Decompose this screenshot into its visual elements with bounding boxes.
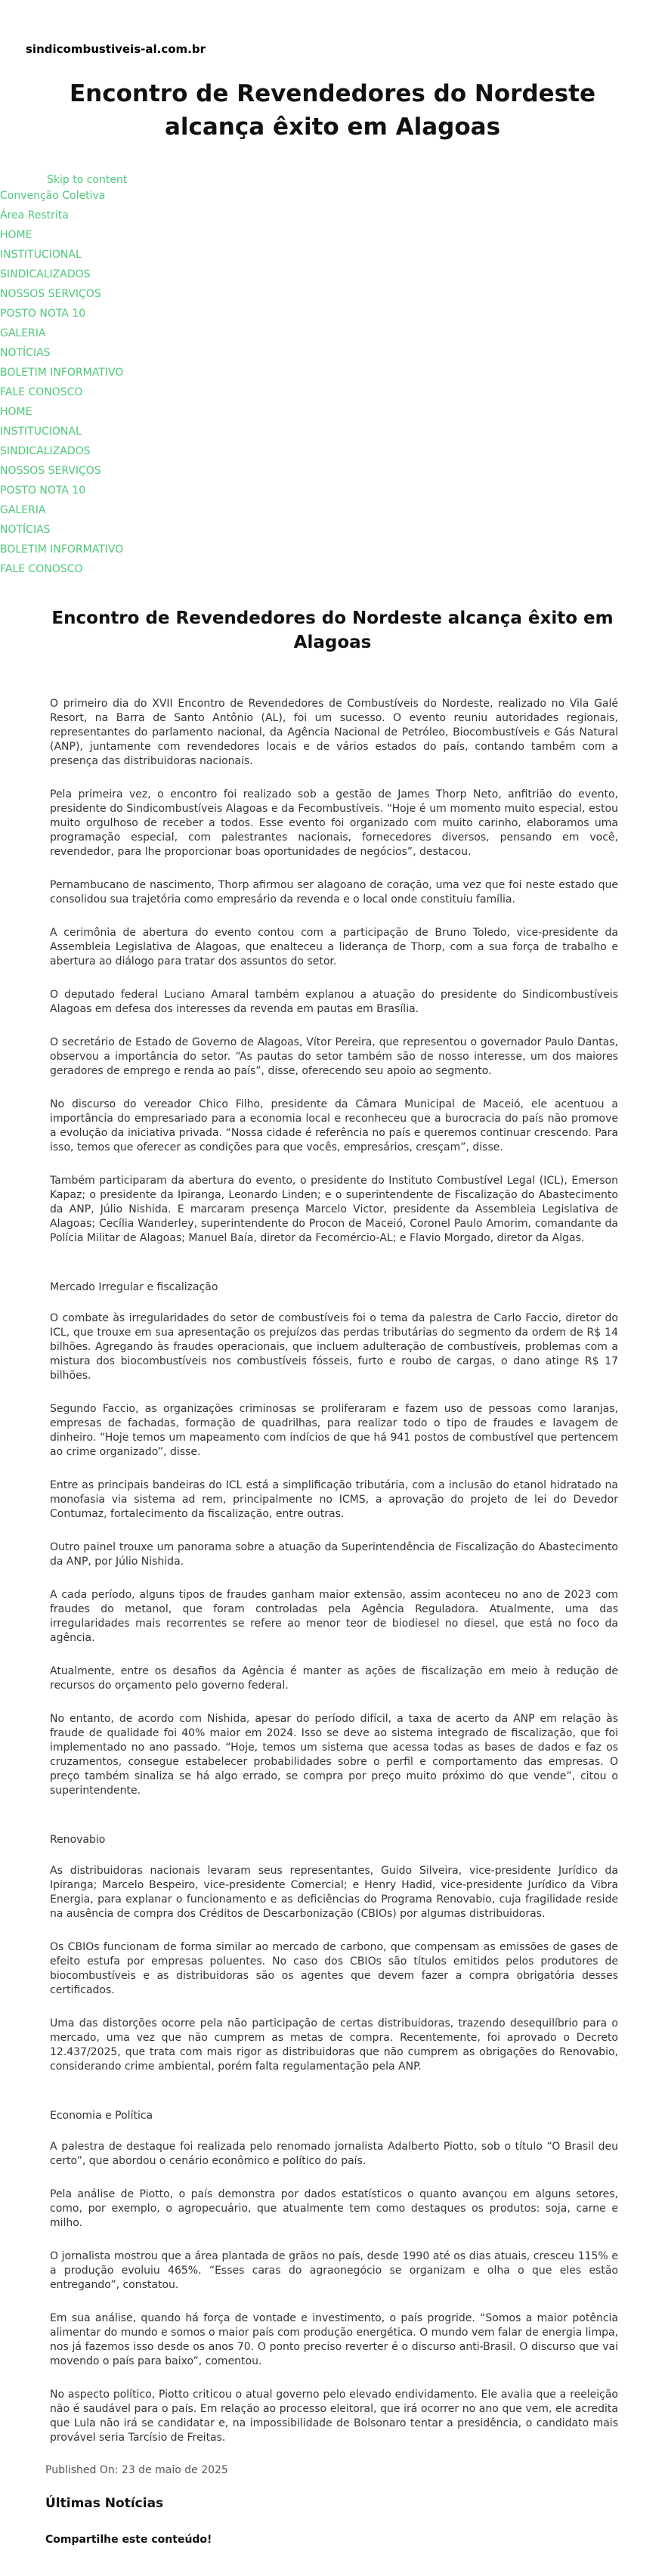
article-paragraph: Também participaram da abertura do evento, o presidente do Instituto Combustível Legal (ICL), Emerson Kapaz; o presidente da Ipiranga, Leonardo Linden; e o superintendente de Fiscalização do Abastecimento da ANP, Júlio Nishida. E marcaram presença Marcelo Victor, presidente da Assembleia Legislativa de Alagoas; Cecília Wanderley, superintendente do Procon de Maceió, Coronel Paulo Amorim, comandante da Polícia Militar de Alagoas; Manuel Baía, diretor da Fecomércio-AL; e Flavio Morgado, diretor da Algas.: [50, 1175, 618, 1244]
site-name[interactable]: sindicombustiveis-al.com.br: [26, 42, 206, 56]
nav-item-posto-nota-10: [0, 304, 665, 324]
nav-item-posto-nota-10: [0, 481, 665, 500]
nav-sindicalizados-link[interactable]: SINDICALIZADOS: [0, 445, 91, 457]
nav-item-servicos: [0, 461, 665, 481]
section-heading-mercado: Mercado Irregular e fiscalização: [50, 1281, 218, 1293]
article-body: [50, 697, 618, 2445]
nav-institucional-link[interactable]: INSTITUCIONAL: [0, 249, 82, 261]
nav-subitem-sindicalizados: [0, 441, 665, 461]
section-heading-economia: Economia e Política: [50, 2110, 153, 2122]
section-heading-renovabio: Renovabio: [50, 1834, 106, 1846]
nav-item-noticias: [0, 520, 665, 540]
nav-boletim-link[interactable]: BOLETIM INFORMATIVO: [0, 543, 124, 556]
top-link-area-restrita: [0, 206, 665, 225]
article-paragraph: No aspecto político, Piotto criticou o atual governo pelo elevado endividamento. Ele avalia que a reeleição não é saudável para o país. Em relação ao processo eleitoral, que irá ocorrer no ano que vem, ele acredita que Lula não irá se candidatar e, na impossibilidade de Bolsonaro tentar a presidência, o candidato mais provável seria Tarcísio de Freitas.: [50, 2389, 618, 2444]
article-paragraph: A cada período, alguns tipos de fraudes ganham maior extensão, assim aconteceu no ano de 2023 com fraudes do metanol, que foram controladas pela Agência Reguladora. Atualmente, uma das irregularidades mais recorrentes se refere ao menor teor de biodiesel no diesel, que está no foco da agência.: [50, 1589, 618, 1644]
nav-item-galeria: [0, 324, 665, 343]
convencao-coletiva-link[interactable]: Convenção Coletiva: [0, 190, 106, 202]
nav-servicos-link[interactable]: NOSSOS SERVIÇOS: [0, 465, 101, 477]
nav-fale-conosco-link[interactable]: FALE CONOSCO: [0, 386, 83, 398]
nav-institucional-link[interactable]: INSTITUCIONAL: [0, 426, 82, 438]
nav-noticias-link[interactable]: NOTÍCIAS: [0, 524, 51, 536]
article-paragraph: Os CBIOs funcionam de forma similar ao mercado de carbono, que compensam as emissões de gases de efeito estufa por empresas poluentes. No caso dos CBIOs são títulos emitidos pelos produtores de biocombustíveis e as distribuidoras são os agentes que devem fazer a compra obrigatória desses certificados.: [50, 1941, 618, 1996]
article-paragraph: Pernambucano de nascimento, Thorp afirmou ser alagoano de coração, uma vez que foi neste estado que consolidou sua trajetória como empresário da revenda e o local onde constituiu família.: [50, 879, 618, 906]
article-paragraph: O deputado federal Luciano Amaral também explanou a atuação do presidente do Sindicombustíveis Alagoas em defesa dos interesses da revenda em pautas em Brasília.: [50, 989, 618, 1015]
nav-home-link[interactable]: HOME: [0, 406, 32, 418]
nav-galeria-link[interactable]: GALERIA: [0, 504, 46, 516]
article-paragraph: A palestra de destaque foi realizada pelo renomado jornalista Adalberto Piotto, sob o título “O Brasil deu certo”, que abordou o cenário econômico e político do país.: [50, 2141, 618, 2167]
nav-subitem-sindicalizados: [0, 265, 665, 284]
article-paragraph: Atualmente, entre os desafios da Agência é manter as ações de fiscalização em meio à redução de recursos do orçamento pelo governo federal.: [50, 1665, 618, 1692]
article-paragraph: O jornalista mostrou que a área plantada de grãos no país, desde 1990 até os dias atuais, cresceu 115% e a produção evoluiu 465%. “Esses caras do agraonegócio se organizam e olha o que eles estão entregando”, constatou.: [50, 2250, 618, 2291]
nav-item-boletim: [0, 363, 665, 382]
article-paragraph: A cerimônia de abertura do evento contou com a participação de Bruno Toledo, vice-presidente da Assembleia Legislativa de Alagoas, que enalteceu a liderança de Thorp, com a sua força de trabalho e abertura ao diálogo para tratar dos assuntos do setor.: [50, 927, 618, 968]
article-paragraph: O combate às irregularidades do setor de combustíveis foi o tema da palestra de Carlo Faccio, diretor do ICL, que trouxe em sua apresentação os prejuízos das perdas tributárias do segmento da ordem de R$ 14 bilhões. Agregando às fraudes operacionais, que incluem adulteração de combustíveis, problemas com a mistura dos biocombustíveis nos combustíveis fósseis, furto e roubo de cargas, o dano atinge R$ 17 bilhões.: [50, 1312, 618, 1382]
nav-home-link[interactable]: HOME: [0, 229, 32, 241]
nav-posto-nota-10-link[interactable]: POSTO NOTA 10: [0, 485, 86, 497]
article-paragraph: No discurso do vereador Chico Filho, presidente da Câmara Municipal de Maceió, ele acentuou a importância do empresariado para a economia local e reconheceu que a burocracia do país não promove a evolução da iniciativa privada. “Nossa cidade é referência no país e queremos continuar crescendo. Para isso, temos que oferecer as condições para que vocês, empresários, cresçam”, disse.: [50, 1098, 618, 1153]
nav-item-boletim: [0, 540, 665, 559]
nav-galeria-link[interactable]: GALERIA: [0, 327, 46, 339]
area-restrita-link[interactable]: Área Restrita: [0, 209, 69, 221]
nav-item-fale-conosco: [0, 559, 665, 579]
nav-item-servicos: [0, 284, 665, 304]
article-title: Encontro de Revendedores do Nordeste alcança êxito em Alagoas: [51, 608, 614, 652]
nav-posto-nota-10-link[interactable]: POSTO NOTA 10: [0, 308, 86, 320]
article-paragraph: Outro painel trouxe um panorama sobre a atuação da Superintendência de Fiscalização do Abastecimento da ANP, por Júlio Nishida.: [50, 1541, 618, 1568]
nav-item-fale-conosco: [0, 382, 665, 402]
submenu-institucional: [0, 441, 665, 461]
article-paragraph: Pela análise de Piotto, o país demonstra por dados estatísticos o quanto avançou em alguns setores, como, por exemplo, o agropecuário, que atualmente tem como destaques os produtos: soja, carne e milho.: [50, 2188, 618, 2229]
nav-servicos-link[interactable]: NOSSOS SERVIÇOS: [0, 288, 101, 300]
mobile-nav: [0, 402, 665, 579]
article-paragraph: Segundo Faccio, as organizações criminosas se proliferaram e fazem uso de pessoas como laranjas, empresas de fachadas, formação de quadrilhas, para realizar todo o tipo de fraudes e lavagem de dinheiro. “Hoje temos um mapeamento com indícios de que há 941 postos de combustível que pertencem ao crime organizado”, disse.: [50, 1403, 618, 1458]
nav-boletim-link[interactable]: BOLETIM INFORMATIVO: [0, 367, 124, 379]
nav-item-home: [0, 402, 665, 422]
share-heading: Compartilhe este conteúdo!: [45, 2534, 212, 2546]
hero-title: Encontro de Revendedores do Nordeste alcança êxito em Alagoas: [70, 80, 595, 141]
article-paragraph: Pela primeira vez, o encontro foi realizado sob a gestão de James Thorp Neto, anfitrião do evento, presidente do Sindicombustíveis Alagoas e da Fecombustíveis. “Hoje é um momento muito especial, estou muito orgulhoso de receber a todos. Esse evento foi organizado com muito carinho, elaboramos uma programação especial, com palestrantes nacionais, fornecedores diversos, pensando em você, revendedor, para lhe proporcionar boas oportunidades de negócios”, destacou.: [50, 788, 618, 858]
nav-item-institucional: [0, 245, 665, 284]
nav-item-noticias: [0, 343, 665, 363]
nav-sindicalizados-link[interactable]: SINDICALIZADOS: [0, 268, 91, 280]
nav-item-institucional: [0, 422, 665, 461]
nav-fale-conosco-link[interactable]: FALE CONOSCO: [0, 563, 83, 575]
nav-item-galeria: [0, 500, 665, 520]
article-paragraph: Em sua análise, quando há força de vontade e investimento, o país progride. “Somos a maior potência alimentar do mundo e somos o maior país com produção energética. O mundo vem falar de energia limpa, nos já fazemos isso desde os anos 70. O ponto preciso reverter é o discurso anti-Brasil. O discurso que vai movendo o país para baixo”, comentou.: [50, 2312, 618, 2367]
article-paragraph: No entanto, de acordo com Nishida, apesar do período difícil, a taxa de acerto da ANP em relação às fraude de qualidade foi 40% maior em 2024. Isso se deve ao sistema integrado de fiscalização, que foi implementado no ano passado. “Hoje, temos um sistema que acessa todas as bases de dados e faz os cruzamentos, consegue estabelecer probabilidades sobre o perfil e comportamento das empresas. O preço também sinaliza se há algo errado, se compra por preço muito próximo do que vende”, citou o superintendente.: [50, 1713, 618, 1797]
latest-news-heading: Últimas Notícias: [45, 2496, 164, 2511]
skip-to-content-link[interactable]: Skip to content: [47, 174, 128, 186]
top-links: [0, 186, 665, 225]
article-paragraph: As distribuidoras nacionais levaram seus representantes, Guido Silveira, vice-presidente Jurídico da Ipiranga; Marcelo Bespeiro, vice-presidente Comercial; e Henry Hadid, vice-presidente Jurídico da Vibra Energia, para explanar o funcionamento e as deficiências do Programa Renovabio, cuja fragilidade reside na ausência de compra dos Créditos de Descarbonização (CBIOs) por algumas distribuidoras.: [50, 1865, 618, 1920]
main-nav: [0, 225, 665, 402]
article-paragraph: O primeiro dia do XVII Encontro de Revendedores de Combustíveis do Nordeste, realizado no Vila Galé Resort, na Barra de Santo Antônio (AL), foi um sucesso. O evento reuniu autoridades regionais, representantes do parlamento nacional, da Agência Nacional de Petróleo, Biocombustíveis e Gás Natural (ANP), juntamente com revendedores locais e de vários estados do país, contando também com a presença das distribuidoras nacionais.: [50, 698, 618, 767]
article-paragraph: Entre as principais bandeiras do ICL está a simplificação tributária, com a inclusão do etanol hidratado na monofasia via sistema ad rem, principalmente no ICMS, a aprovação do projeto de lei do Devedor Contumaz, fortalecimento da fiscalização, entre outras.: [50, 1479, 618, 1520]
article-paragraph: O secretário de Estado de Governo de Alagoas, Vítor Pereira, que representou o governador Paulo Dantas, observou a importância do setor. “As pautas do setor também são de nosso interesse, um dos maiores geradores de emprego e renda ao país”, disse, oferecendo seu apoio ao segmento.: [50, 1036, 618, 1077]
article-paragraph: Uma das distorções ocorre pela não participação de certas distribuidoras, trazendo desequilíbrio para o mercado, uma vez que não cumprem as metas de compra. Recentemente, foi aprovado o Decreto 12.437/2025, que trata com mais rigor as distribuidoras que não cumprem as obrigações do Renovabio, considerando crime ambiental, porém falta regulamentação pela ANP.: [50, 2017, 618, 2073]
nav-noticias-link[interactable]: NOTÍCIAS: [0, 347, 51, 359]
published-date: Published On: 23 de maio de 2025: [45, 2464, 228, 2476]
submenu-institucional: [0, 265, 665, 284]
top-link-convencao: [0, 186, 665, 206]
nav-item-home: [0, 225, 665, 245]
